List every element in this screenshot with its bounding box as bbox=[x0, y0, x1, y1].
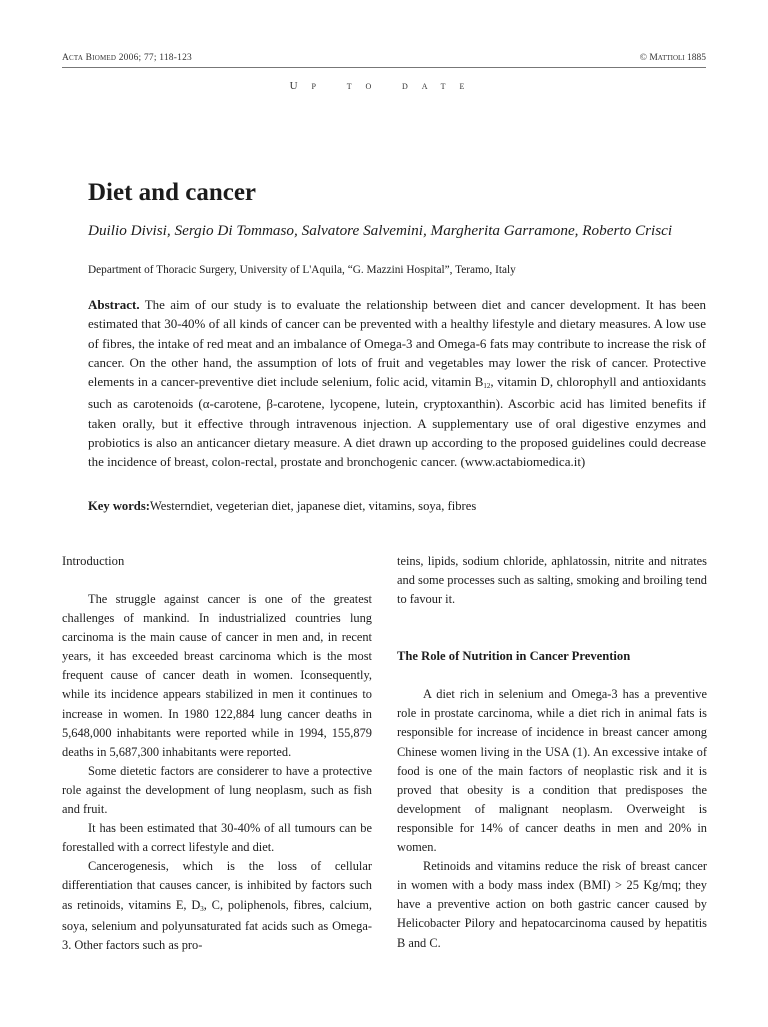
keywords-text: Westerndiet, vegeterian diet, japanese diet, vitamins, soya, fibres bbox=[149, 499, 477, 513]
section-label: Up to date bbox=[289, 80, 479, 92]
nutrition-paragraph-1: A diet rich in selenium and Omega-3 has a preventive role in prostate carcinoma, while a diet rich in animal fats is responsible for increase of incidence in breast cancer among Chinese women living in the USA (1). An excessive intake of food is one of the main factors of neoplastic risk and it is proved that obesity is a condition that predisposes the development of malignant neoplasm. Overweight is responsible for 14% of cancer deaths in men and 20% in women. bbox=[397, 687, 707, 855]
article-affiliation: Department of Thoracic Surgery, University of L'Aquila, “G. Mazzini Hospital”, Teramo, Italy bbox=[88, 264, 516, 276]
intro-p4-part1: Cancerogenesis, which is the loss of cellular differentiation that causes cancer, is inhibited by factors such as retinoids, vitamins E, D bbox=[62, 859, 372, 912]
abstract-text-part1: The aim of our study is to evaluate the relationship between diet and cancer development. It has been estimated that 30-40% of all kinds of cancer can be prevented with a healthy lifestyle and dietary measures. A low use of fibres, the intake of red meat and an imbalance of Omega-3 and Omega-6 fats may contribute to increase the risk of cancer. On the other hand, the assumption of lots of fruit and vegetables may lower the risk of cancer. Protective elements in a cancer-preventive diet include selenium, folic acid, vitamin B bbox=[88, 297, 706, 390]
intro-paragraph-1: The struggle against cancer is one of the greatest challenges of mankind. In industrialized countries lung carcinoma is the main cause of cancer in men and, in recent years, it has exceeded breast carcinoma which is the most frequent cause of cancer death in women. Iconsequently, while its incidence appears stabilized in men it continues to increase in women. In 1980 122,884 lung cancer deaths in 5,648,000 inhabitants were reported while in 1994, 155,879 deaths in 5,687,300 inhabitants were reported. bbox=[62, 592, 372, 759]
header-rule bbox=[62, 67, 706, 68]
article-authors: Duilio Divisi, Sergio Di Tommaso, Salvatore Salvemini, Margherita Garramone, Roberto Crisci bbox=[88, 222, 673, 239]
abstract bbox=[88, 295, 706, 472]
intro-paragraph-3: It has been estimated that 30-40% of all tumours can be forestalled with a correct lifestyle and diet. bbox=[62, 821, 372, 855]
keywords-label: Key words: bbox=[88, 499, 150, 513]
article-title: Diet and cancer bbox=[88, 179, 257, 206]
intro-p4-subscript: 3 bbox=[200, 904, 204, 913]
introduction-heading: Introduction bbox=[62, 554, 125, 568]
right-column bbox=[397, 552, 707, 953]
journal-citation: Acta Biomed 2006; 77; 118-123 bbox=[62, 53, 192, 63]
left-column bbox=[62, 552, 372, 955]
abstract-text-part2: , vitamin D, chlorophyll and antioxidants such as carotenoids (α-carotene, β-carotene, lycopene, lutein, cryptoxanthin). Ascorbic acid has limited benefits if taken orally, but it effective through intravenous injection. A supplementary use of oral digestive enzymes and probiotics is also an anticancer dietary measure. A diet drawn up according to the proposed guidelines could decrease the incidence of breast, colon-rectal, prostate and bronchogenic cancer. (www.actabiomedica.it) bbox=[88, 374, 706, 470]
nutrition-paragraph-2: Retinoids and vitamins reduce the risk of breast cancer in women with a body mass index (BMI) > 25 Kg/mq; they have a preventive action on both gastric cancer caused by Helicobacter Pilory and hepatocarcinoma caused by hepatitis B and C. bbox=[397, 859, 707, 950]
continued-paragraph: teins, lipids, sodium chloride, aphlatossin, nitrite and nitrates and some processes such as salting, smoking and broiling tend to favour it. bbox=[397, 554, 707, 607]
abstract-label: Abstract. bbox=[88, 297, 140, 312]
intro-paragraph-2: Some dietetic factors are considerer to have a protective role against the development of lung neoplasm, such as fish and fruit. bbox=[62, 763, 372, 817]
intro-paragraph-4 bbox=[62, 857, 372, 954]
keywords bbox=[88, 497, 706, 515]
abstract-subscript: 12 bbox=[483, 382, 491, 391]
nutrition-heading: The Role of Nutrition in Cancer Prevention bbox=[397, 649, 631, 664]
publisher-copyright: © Mattioli 1885 bbox=[639, 53, 706, 63]
intro-p4-part2: , C, poliphenols, fibres, calcium, soya, selenium and polyunsaturated fat acids such as Omega-3. Other factors such as pro- bbox=[62, 897, 372, 952]
